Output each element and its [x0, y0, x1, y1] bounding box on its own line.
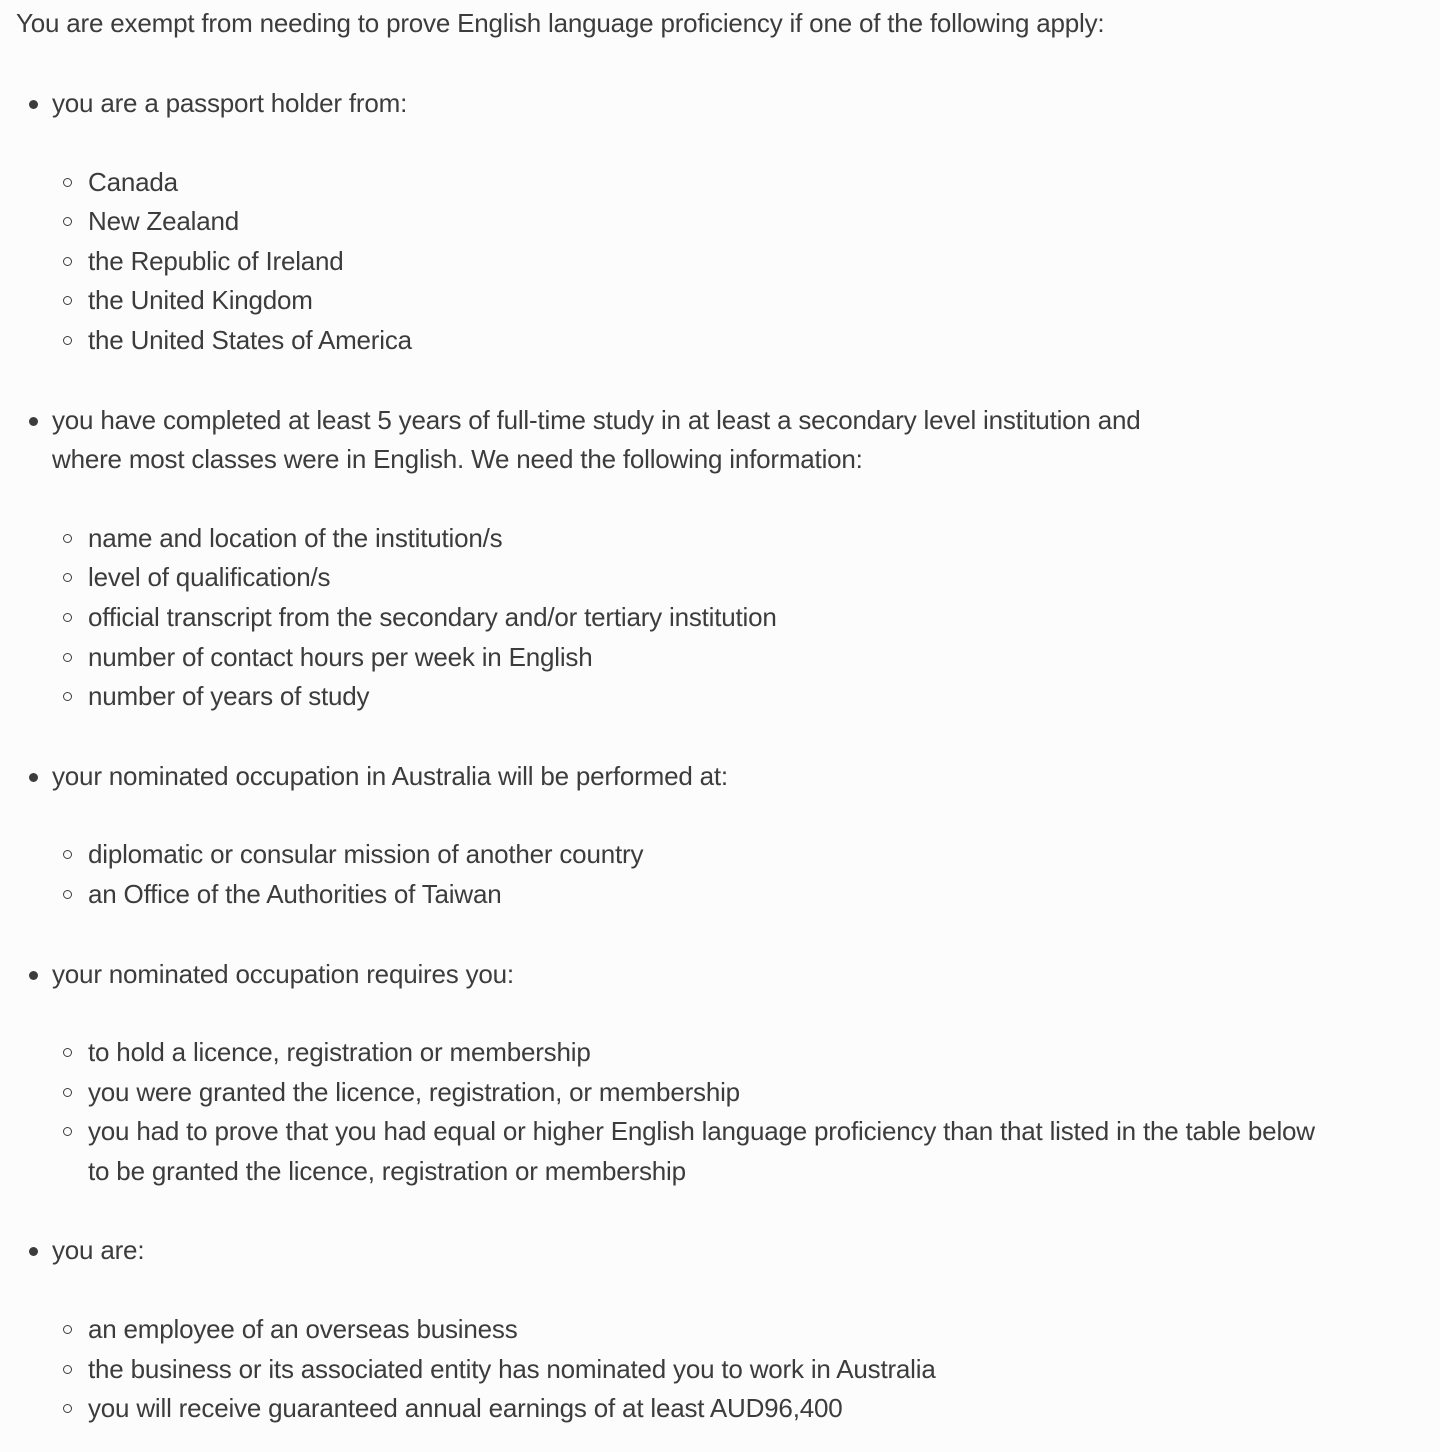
- sub-list-item: [52, 519, 1328, 559]
- sub-list-item: [52, 281, 1328, 321]
- bullet-disc-icon: [29, 773, 38, 782]
- sub-list-item: [52, 677, 1328, 717]
- bullet-circle-icon: [63, 653, 72, 662]
- sub-list: [52, 519, 1440, 717]
- bullet-disc-icon: [29, 100, 38, 109]
- sub-list-item: [52, 1350, 1328, 1390]
- sub-list: [52, 835, 1440, 914]
- sub-list-item: [52, 1389, 1328, 1429]
- bullet-circle-icon: [63, 257, 72, 266]
- sub-list: [52, 1033, 1440, 1191]
- criterion-occupation-licence: [16, 955, 1440, 1192]
- bullet-circle-icon: [63, 890, 72, 899]
- sub-item-text: the Republic of Ireland: [88, 245, 344, 276]
- bullet-circle-icon: [63, 850, 72, 859]
- sub-item-text: to hold a licence, registration or membership: [88, 1037, 591, 1068]
- sub-item-text: Canada: [88, 166, 178, 197]
- intro-paragraph: You are exempt from needing to prove English language proficiency if one of the following apply:: [16, 8, 1105, 38]
- sub-item-text: an employee of an overseas business: [88, 1314, 518, 1345]
- criterion-text: your nominated occupation in Australia will be performed at:: [52, 760, 728, 791]
- sub-list: [52, 1310, 1440, 1429]
- criterion-english-study: [16, 401, 1440, 717]
- sub-item-text: official transcript from the secondary and/or tertiary institution: [88, 601, 777, 632]
- sub-list-item: [52, 1033, 1328, 1073]
- sub-item-text: you had to prove that you had equal or higher English language proficiency than that listed in the table below to be granted the licence, registration or membership: [88, 1116, 1315, 1186]
- bullet-disc-icon: [29, 417, 38, 426]
- sub-list-item: [52, 163, 1328, 203]
- bullet-circle-icon: [63, 217, 72, 226]
- sub-item-text: New Zealand: [88, 206, 239, 237]
- bullet-circle-icon: [63, 573, 72, 582]
- sub-item-text: the United States of America: [88, 324, 412, 355]
- sub-item-text: you will receive guaranteed annual earnings of at least AUD96,400: [88, 1393, 843, 1424]
- criterion-overseas-employee: [16, 1231, 1440, 1428]
- bullet-circle-icon: [63, 613, 72, 622]
- sub-item-text: name and location of the institution/s: [88, 522, 503, 553]
- sub-list-item: [52, 1112, 1328, 1191]
- bullet-disc-icon: [29, 1247, 38, 1256]
- bullet-circle-icon: [63, 1048, 72, 1057]
- criterion-text: you are a passport holder from:: [52, 88, 408, 118]
- bullet-circle-icon: [63, 178, 72, 187]
- criterion-text: you are:: [52, 1235, 145, 1266]
- sub-item-text: an Office of the Authorities of Taiwan: [88, 878, 502, 909]
- criterion-occupation-location: [16, 757, 1440, 915]
- sub-item-text: level of qualification/s: [88, 562, 331, 593]
- sub-list-item: [52, 598, 1328, 638]
- criterion-text: your nominated occupation requires you:: [52, 958, 514, 989]
- sub-item-text: number of contact hours per week in English: [88, 641, 593, 672]
- bullet-circle-icon: [63, 1088, 72, 1097]
- sub-list-item: [52, 558, 1328, 598]
- bullet-circle-icon: [63, 692, 72, 701]
- bullet-circle-icon: [63, 534, 72, 543]
- sub-item-text: diplomatic or consular mission of another country: [88, 839, 644, 870]
- criterion-text: you have completed at least 5 years of full-time study in at least a secondary level institution and where most classes were in English. We need the following information:: [52, 404, 1141, 475]
- bullet-circle-icon: [63, 1127, 72, 1136]
- bullet-circle-icon: [63, 336, 72, 345]
- sub-list-item: [52, 875, 1328, 915]
- sub-list-item: [52, 638, 1328, 678]
- sub-list-item: [52, 1310, 1328, 1350]
- sub-list-item: [52, 202, 1328, 242]
- sub-list-item: [52, 1073, 1328, 1113]
- sub-item-text: the United Kingdom: [88, 285, 313, 316]
- criterion-passport-holder: [16, 84, 1440, 361]
- bullet-circle-icon: [63, 1404, 72, 1413]
- bullet-circle-icon: [63, 296, 72, 305]
- sub-item-text: you were granted the licence, registration, or membership: [88, 1076, 740, 1107]
- exemption-criteria-list: [16, 84, 1440, 1429]
- bullet-circle-icon: [63, 1365, 72, 1374]
- bullet-disc-icon: [29, 971, 38, 980]
- sub-list-item: [52, 321, 1328, 361]
- bullet-circle-icon: [63, 1325, 72, 1334]
- sub-list-item: [52, 242, 1328, 282]
- sub-item-text: the business or its associated entity has nominated you to work in Australia: [88, 1353, 936, 1384]
- sub-list-item: [52, 835, 1328, 875]
- sub-list: [52, 163, 1440, 361]
- sub-item-text: number of years of study: [88, 681, 370, 712]
